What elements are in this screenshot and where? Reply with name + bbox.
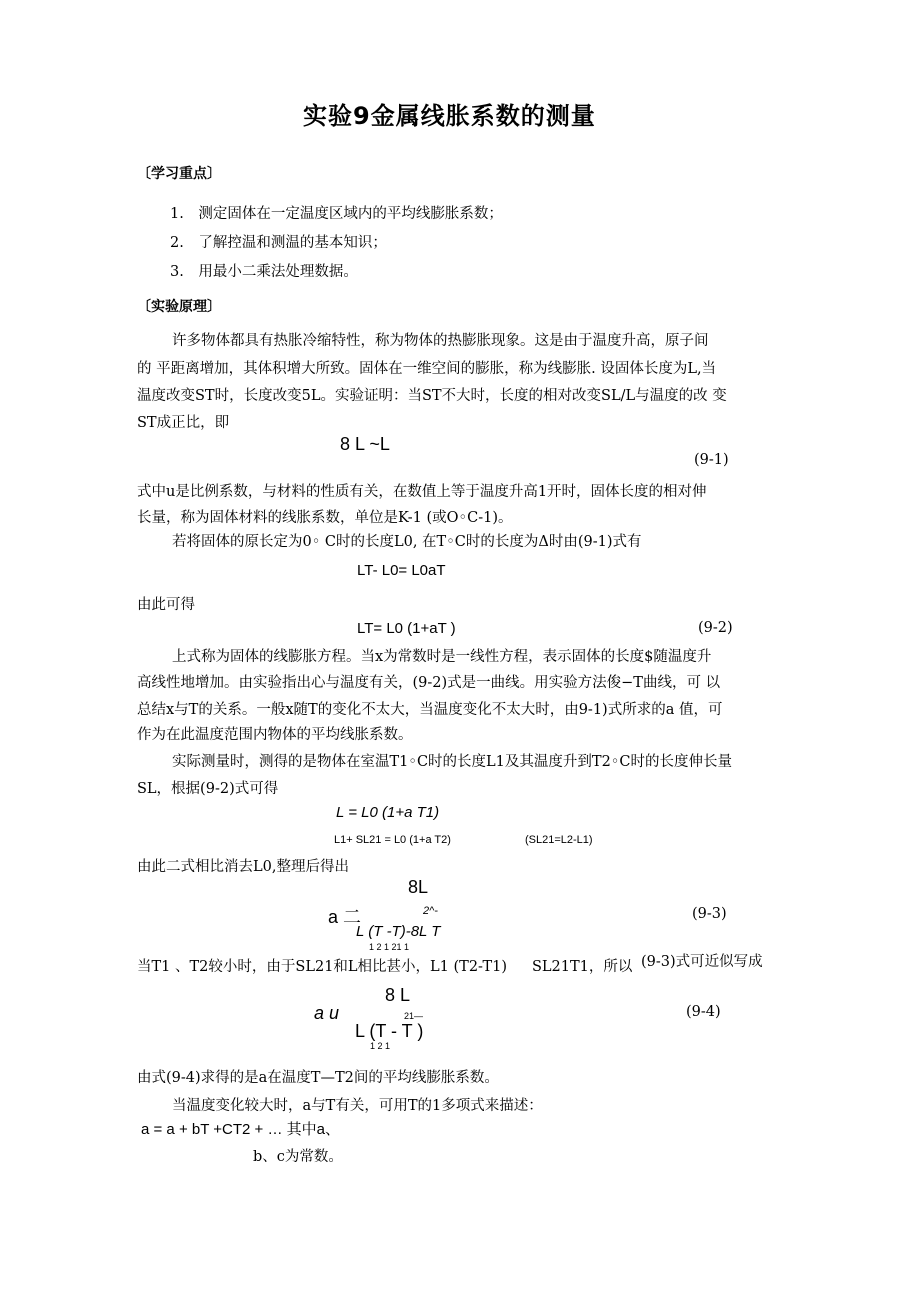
equation-9-1: 8 L ~L [340, 434, 390, 454]
equation-measure-1: L = L0 (1+a T1) [336, 804, 440, 821]
body-line: 作为在此温度范围内物体的平均线胀系数。 [137, 727, 413, 743]
equation-9-3-lhs: a 二 [328, 907, 362, 927]
equation-9-4-lhs: a u [314, 1003, 340, 1023]
body-line: (9-3)式可近似写成 [641, 954, 763, 970]
equation-lt: LT- L0= L0aT [357, 562, 446, 579]
body-line: 许多物体都具有热胀冷缩特性，称为物体的热膨胀现象。这是由于温度升高，原子间 [172, 333, 709, 349]
body-line: 实际测量时，测得的是物体在室温T1◦C时的长度L1及其温度升到T2◦C时的长度伸长量 [172, 754, 732, 770]
body-line: 由式(9-4)求得的是a在温度T—T2间的平均线膨胀系数。 [137, 1070, 499, 1086]
body-line: b、c为常数。 [253, 1149, 343, 1165]
principle-heading: 〔实验原理〕 [137, 299, 221, 315]
body-line: 上式称为固体的线膨胀方程。当x为常数时是一线性方程，表示固体的长度$随温度升 [172, 649, 712, 665]
page-title: 实验9金属线胀系数的测量 [303, 102, 596, 130]
body-line: 长量，称为固体材料的线胀系数，单位是K-1 (或O◦C-1)。 [137, 510, 513, 526]
equation-9-4-denominator: L (T - T ) [355, 1021, 424, 1041]
body-line: 温度改变ST时，长度改变5L。实验证明：当ST不大时，长度的相对改变SL/L与温度的改 变 [137, 388, 727, 404]
key-point-item: 2. 了解控温和测温的基本知识； [170, 235, 387, 251]
equation-9-4-sub: 21— [404, 1011, 424, 1021]
key-points-heading: 〔学习重点〕 [137, 166, 221, 182]
equation-9-3-numerator: 8L [408, 877, 429, 897]
body-line: 高线性地增加。由实验指出心与温度有关，(9-2)式是一曲线。用实验方法俊−T曲线，可 以 [137, 675, 721, 691]
body-line: 的 平距离增加，其体积增大所致。固体在一维空间的膨胀，称为线膨胀. 设固体长度为L,当 [137, 361, 717, 377]
key-point-item: 1. 测定固体在一定温度区域内的平均线膨胀系数； [170, 206, 503, 222]
body-line: ST成正比，即 [137, 415, 230, 431]
body-line: 式中u是比例系数，与材料的性质有关，在数值上等于温度升高1开时，固体长度的相对伸 [137, 484, 707, 500]
equation-number: (9-2) [698, 620, 733, 636]
equation-9-3-fraction: 2^- [423, 905, 438, 917]
equation-polynomial: a = a + bT +CT2 + … 其中a、 [141, 1121, 340, 1138]
equation-9-4-subscripts: 1 2 1 [370, 1041, 391, 1051]
equation-9-4-numerator: 8 L [385, 985, 411, 1005]
equation-number: (9-4) [686, 1004, 721, 1020]
body-line: 若将固体的原长定为0◦ C时的长度L0, 在T◦C时的长度为Δ时由(9-1)式有 [172, 534, 642, 550]
body-line: SL21T1，所以 [532, 959, 633, 975]
equation-number: (9-1) [694, 452, 729, 468]
body-line: 当温度变化较大时，a与T有关，可用T的1多项式来描述： [172, 1098, 543, 1114]
equation-number: (9-3) [692, 906, 727, 922]
key-point-item: 3. 用最小二乘法处理数据。 [170, 264, 358, 280]
body-line: 由此可得 [137, 597, 195, 613]
equation-measure-3: (SL21=L2-L1) [525, 834, 593, 846]
equation-9-3-subscripts: 1 2 1 21 1 [369, 942, 410, 952]
equation-9-3-denominator: L (T -T)-8L T [356, 923, 441, 940]
equation-9-2: LT= L0 (1+aT ) [357, 620, 456, 637]
body-line: 当T1 、T2较小时，由于SL21和L相比甚小，L1 (T2-T1) [137, 959, 507, 975]
body-line: 由此二式相比消去L0,整理后得出 [137, 859, 349, 875]
equation-measure-2: L1+ SL21 = L0 (1+a T2) [334, 834, 451, 846]
body-line: 总结x与T的关系。一般x随T的变化不太大，当温度变化不太大时，由9-1)式所求的a 值，可 [137, 702, 723, 718]
body-line: SL，根据(9-2)式可得 [137, 781, 279, 797]
